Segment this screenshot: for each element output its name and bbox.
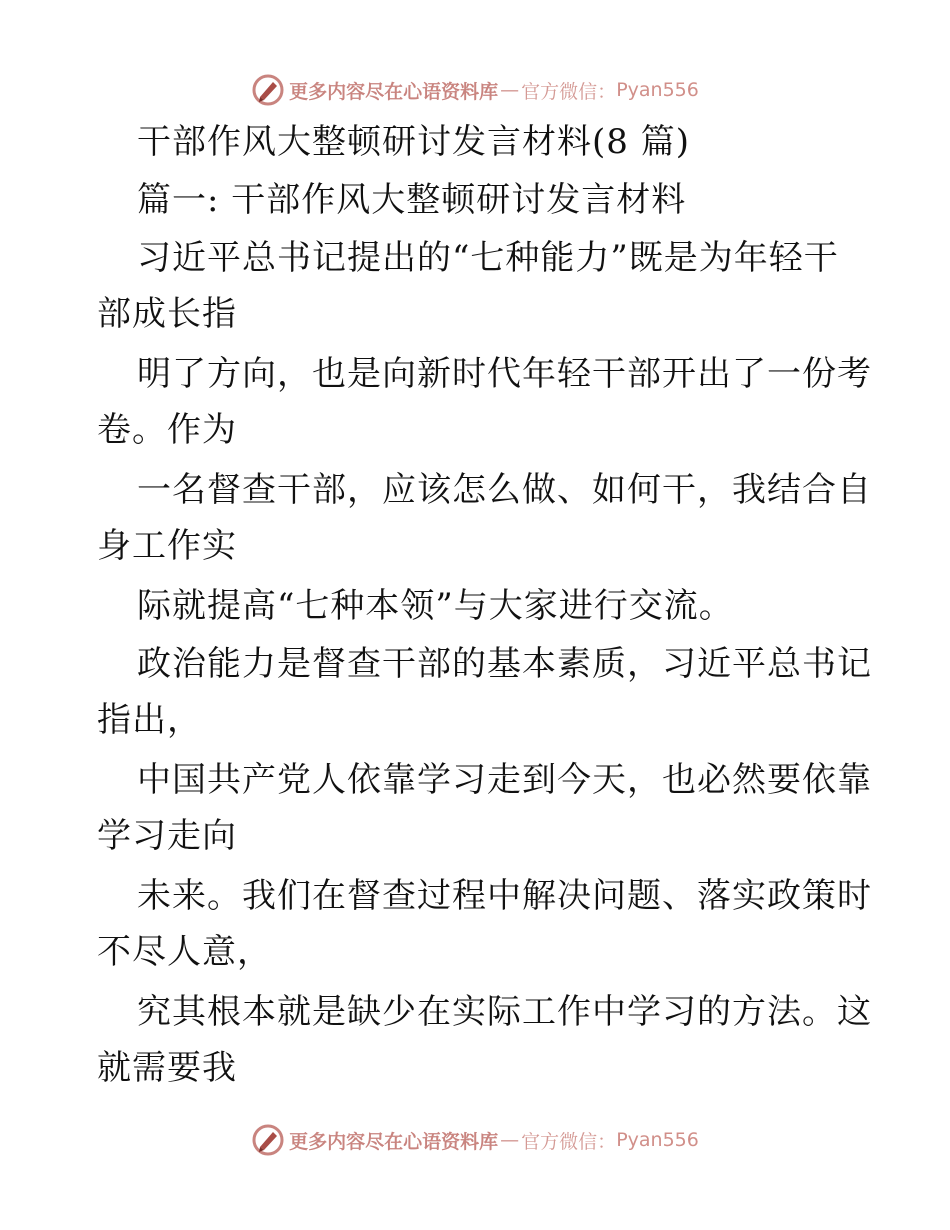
pen-logo-icon (251, 73, 285, 107)
document-title: 干部作风大整顿研讨发言材料(8 篇) (137, 122, 690, 162)
paragraph-line: 部成长指 (97, 294, 237, 334)
section-heading: 篇一: 干部作风大整顿研讨发言材料 (137, 180, 687, 220)
watermark-dash: — (500, 79, 520, 101)
paragraph-line: 一名督查干部，应该怎么做、如何干，我结合自 (137, 470, 872, 510)
paragraph-line: 指出， (97, 700, 202, 740)
watermark-official-label: 官方微信： (521, 1130, 617, 1153)
paragraph-line: 就需要我 (97, 1048, 237, 1088)
footer-watermark (0, 1120, 950, 1160)
pen-logo-icon (251, 1123, 285, 1157)
watermark-dash: — (500, 1129, 520, 1151)
header-watermark (0, 70, 950, 110)
paragraph-line: 习近平总书记提出的“七种能力”既是为年轻干 (137, 238, 839, 278)
watermark-wechat-id: Pyan556 (616, 79, 699, 101)
paragraph-line: 中国共产党人依靠学习走到今天，也必然要依靠 (137, 760, 872, 800)
paragraph-line: 际就提高“七种本领”与大家进行交流。 (137, 586, 734, 626)
watermark-official-label: 官方微信： (521, 80, 617, 103)
watermark-wechat-id: Pyan556 (616, 1129, 699, 1151)
paragraph-line: 究其根本就是缺少在实际工作中学习的方法。这 (137, 992, 872, 1032)
paragraph-line: 政治能力是督查干部的基本素质，习近平总书记 (137, 644, 872, 684)
paragraph-line: 不尽人意， (97, 932, 272, 972)
paragraph-line: 卷。作为 (97, 410, 237, 450)
watermark-text: 更多内容尽在心语资料库 (289, 1130, 499, 1153)
watermark-text: 更多内容尽在心语资料库 (289, 80, 499, 103)
paragraph-line: 学习走向 (97, 816, 237, 856)
paragraph-line: 身工作实 (97, 526, 237, 566)
paragraph-line: 未来。我们在督查过程中解决问题、落实政策时 (137, 876, 872, 916)
paragraph-line: 明了方向，也是向新时代年轻干部开出了一份考 (137, 354, 872, 394)
